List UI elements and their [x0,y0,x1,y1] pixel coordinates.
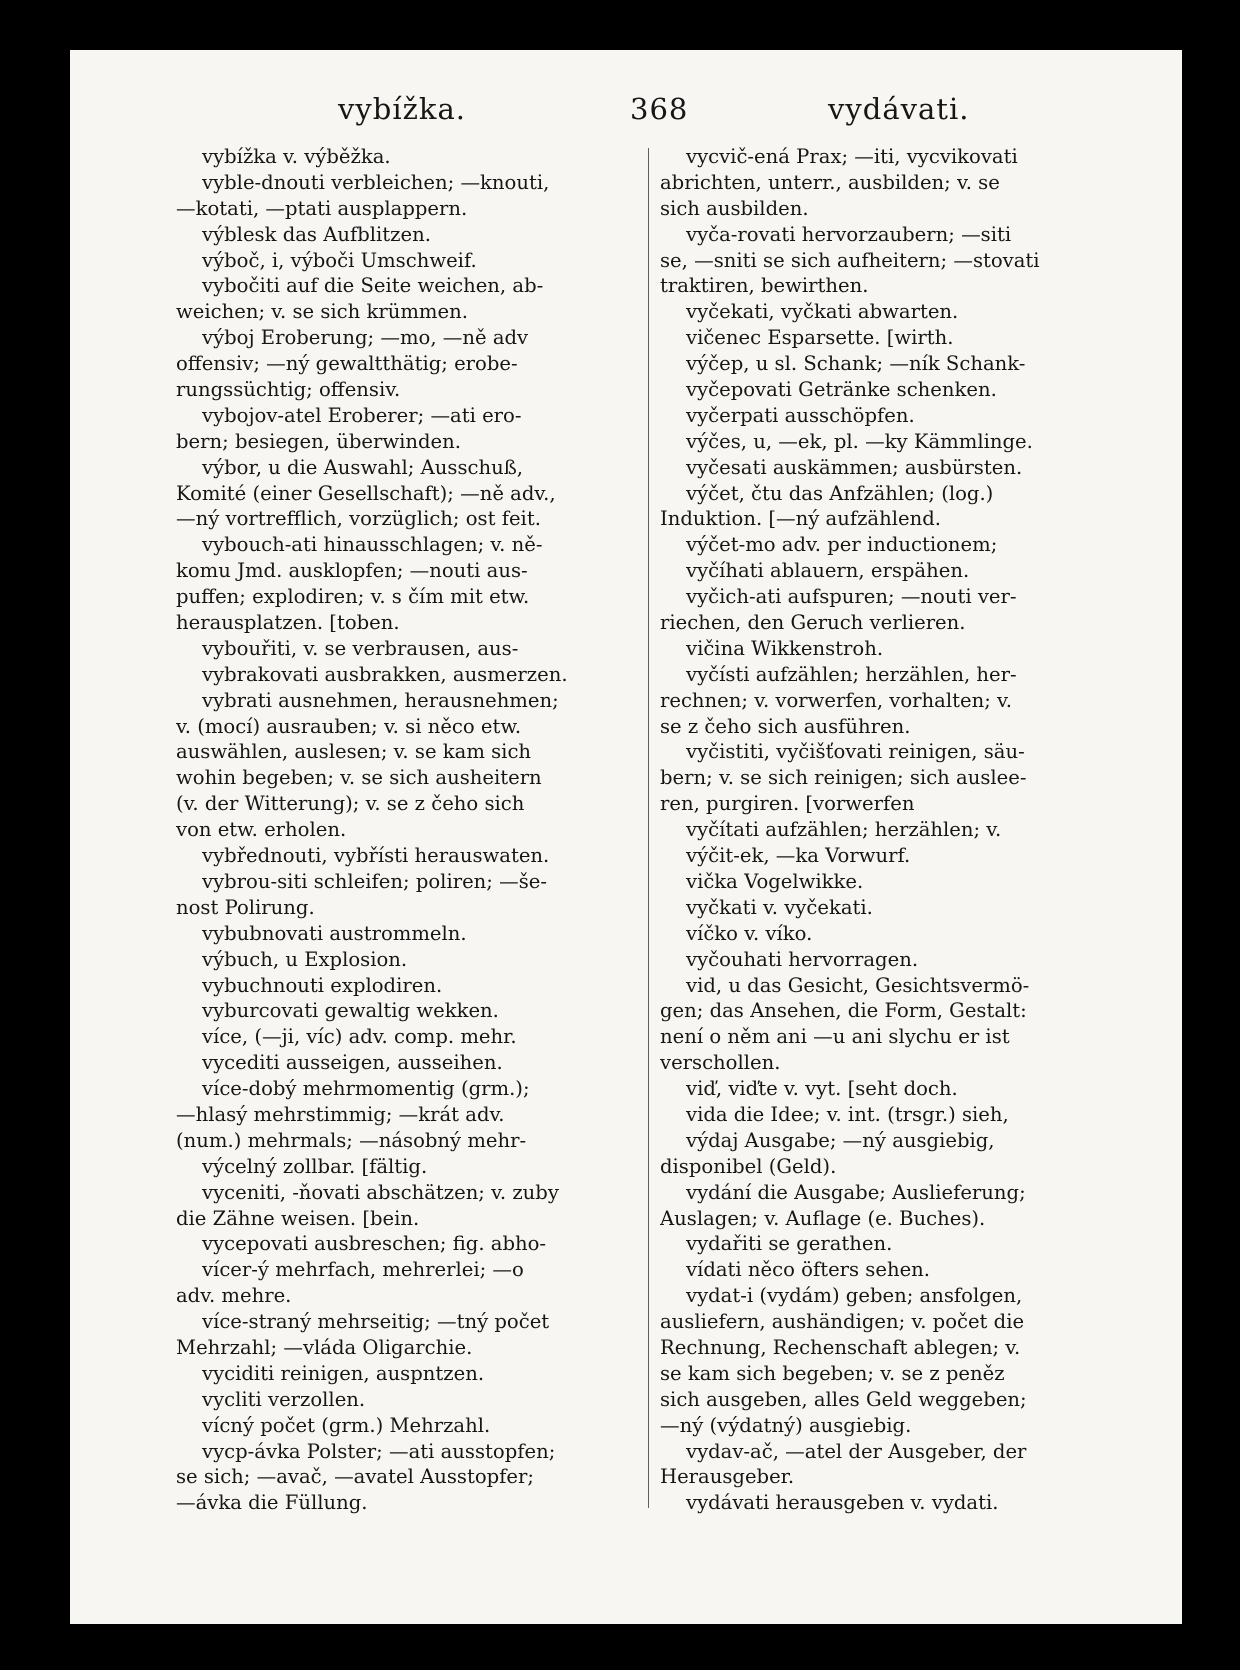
dictionary-line: vyburcovati gewaltig wekken. [202,999,499,1023]
dictionary-line: se, —sniti se sich aufheitern; —stovati [660,248,1040,272]
dictionary-line: výdaj Ausgabe; —ný ausgiebig, [686,1128,995,1152]
dictionary-line: herausplatzen. [toben. [176,611,400,635]
dictionary-line: vybrati ausnehmen, herausnehmen; [202,688,559,712]
dictionary-line: vycliti verzollen. [202,1387,366,1411]
dictionary-line: výčit-ek, —ka Vorwurf. [686,844,911,868]
dictionary-line: vydav-ač, —atel der Ausgeber, der [686,1439,1027,1463]
dictionary-line: není o něm ani —u ani slychu er ist [660,1025,1010,1049]
dictionary-line: vycepovati ausbreschen; fig. abho- [202,1232,547,1256]
dictionary-line: offensiv; —ný gewaltthätig; erobe- [176,352,518,376]
dictionary-line: vídati něco öfters sehen. [686,1258,931,1282]
dictionary-line: vyciditi reinigen, auspntzen. [202,1361,485,1385]
dictionary-line: vycvič-ená Prax; —iti, vycvikovati [686,145,1018,168]
dictionary-line: vybřednouti, vybřísti herauswaten. [202,844,550,868]
dictionary-line: nost Polirung. [176,895,315,919]
dictionary-line: vybubnovati austrommeln. [202,921,467,945]
dictionary-line: rungssüchtig; offensiv. [176,378,401,402]
dictionary-line: gen; das Ansehen, die Form, Gestalt: [660,999,1027,1023]
dictionary-line: vičina Wikkenstroh. [686,636,884,660]
dictionary-line: Mehrzahl; —vláda Oligarchie. [176,1335,473,1359]
dictionary-line: sich ausgeben, alles Geld weggeben; [660,1387,1027,1411]
dictionary-line: Auslagen; v. Auflage (e. Buches). [660,1206,986,1230]
dictionary-line: výbor, u die Auswahl; Ausschuß, [202,455,524,479]
dictionary-line: vycp-ávka Polster; —ati ausstopfen; [202,1439,556,1463]
dictionary-line: vícer-ý mehrfach, mehrerlei; —o [202,1258,524,1282]
dictionary-line: rechnen; v. vorwerfen, vorhalten; v. [660,688,1012,712]
dictionary-line: traktiren, bewirthen. [660,274,869,298]
dictionary-line: vyčítati aufzählen; herzählen; v. [686,818,1002,842]
dictionary-line: více, (—ji, víc) adv. comp. mehr. [202,1025,517,1049]
dictionary-line: —ný (výdatný) ausgiebig. [660,1413,912,1437]
dictionary-line: von etw. erholen. [176,818,347,842]
dictionary-line: vyča-rovati hervorzaubern; —siti [686,222,1012,246]
dictionary-line: die Zähne weisen. [bein. [176,1206,420,1230]
dictionary-line: —ávka die Füllung. [176,1491,368,1515]
dictionary-line: se sich; —avač, —avatel Ausstopfer; [176,1465,534,1489]
dictionary-line: (v. der Witterung); v. se z čeho sich [176,792,525,816]
dictionary-line: vydání die Ausgabe; Auslieferung; [686,1180,1026,1204]
dictionary-line: viď, viďte v. vyt. [seht doch. [686,1077,958,1101]
dictionary-line: vyčkati v. vyčekati. [686,895,873,919]
dictionary-line: abrichten, unterr., ausbilden; v. se [660,170,1000,194]
dictionary-line: Herausgeber. [660,1465,795,1489]
dictionary-line: vyčistiti, vyčišťovati reinigen, säu- [686,740,1025,764]
dictionary-line: vícný počet (grm.) Mehrzahl. [202,1413,491,1437]
dictionary-line: bern; v. se sich reinigen; sich auslee- [660,766,1027,790]
dictionary-line: —ný vortrefflich, vorzüglich; ost feit. [176,507,541,531]
dictionary-page [70,50,1182,1624]
dictionary-line: vičenec Esparsette. [wirth. [686,326,954,350]
dictionary-line: výboj Eroberung; —mo, —ně adv [202,326,529,350]
dictionary-line: —hlasý mehrstimmig; —krát adv. [176,1102,505,1126]
dictionary-line: (num.) mehrmals; —násobný mehr- [176,1128,527,1152]
dictionary-line: vydávati herausgeben v. vydati. [686,1491,999,1515]
dictionary-line: ausliefern, aushändigen; v. počet die [660,1310,1025,1334]
dictionary-line: výčep, u sl. Schank; —ník Schank- [686,352,1026,376]
left-column [176,144,644,1516]
dictionary-line: vybížka v. výběžka. [202,145,391,168]
dictionary-line: weichen; v. se sich krümmen. [176,300,468,324]
dictionary-line: vyble-dnouti verbleichen; —knouti, [202,170,550,194]
dictionary-line: sich ausbilden. [660,196,809,220]
dictionary-line: výbuch, u Explosion. [202,947,408,971]
dictionary-line: vybuchnouti explodiren. [202,973,443,997]
dictionary-line: vyčekati, vyčkati abwarten. [686,300,959,324]
dictionary-line: vybrou-siti schleifen; poliren; —še- [202,869,547,893]
dictionary-line: vybouřiti, v. se verbrausen, aus- [202,636,519,660]
right-column [660,144,1132,1516]
dictionary-line: výčet-mo adv. per inductionem; [686,533,998,557]
dictionary-line: bern; besiegen, überwinden. [176,429,461,453]
page-header [70,92,1182,140]
dictionary-line: vybojov-atel Eroberer; —ati ero- [202,403,522,427]
dictionary-line: Induktion. [—ný aufzählend. [660,507,941,531]
dictionary-line: se kam sich begeben; v. se z peněz [660,1361,1005,1385]
dictionary-line: se z čeho sich ausführen. [660,714,911,738]
dictionary-line: víčko v. víko. [686,921,813,945]
dictionary-line: puffen; explodiren; v. s čím mit etw. [176,585,530,609]
dictionary-line: verschollen. [660,1051,781,1075]
header-left-guideword: vybížka. [338,92,466,126]
column-divider [648,148,649,1508]
dictionary-line: vid, u das Gesicht, Gesichtsvermö- [686,973,1030,997]
dictionary-line: vyceniti, -ňovati abschätzen; v. zuby [202,1180,559,1204]
dictionary-line: vyčísti aufzählen; herzählen, her- [686,662,1017,686]
dictionary-line: vycediti ausseigen, ausseihen. [202,1051,503,1075]
dictionary-line: vydařiti se gerathen. [686,1232,893,1256]
dictionary-line: vyčíhati ablauern, erspähen. [686,559,970,583]
dictionary-line: vyčepovati Getränke schenken. [686,378,997,402]
dictionary-line: výčes, u, —ek, pl. —ky Kämmlinge. [686,429,1033,453]
dictionary-line: komu Jmd. ausklopfen; —nouti aus- [176,559,528,583]
dictionary-line: adv. mehre. [176,1284,292,1308]
dictionary-line: vyčich-ati aufspuren; —nouti ver- [686,585,1017,609]
dictionary-line: více-dobý mehrmomentig (grm.); [202,1077,530,1101]
dictionary-line: vybočiti auf die Seite weichen, ab- [202,274,544,298]
dictionary-line: ren, purgiren. [vorwerfen [660,792,915,816]
dictionary-line: vyčerpati ausschöpfen. [686,403,915,427]
dictionary-line: výblesk das Aufblitzen. [202,222,431,246]
dictionary-line: vybrakovati ausbrakken, ausmerzen. [202,662,568,686]
dictionary-line: vydat-i (vydám) geben; ansfolgen, [686,1284,1023,1308]
dictionary-line: více-straný mehrseitig; —tný počet [202,1310,550,1334]
dictionary-line: vida die Idee; v. int. (trsgr.) sieh, [686,1102,1009,1126]
dictionary-line: vyčesati auskämmen; ausbürsten. [686,455,1023,479]
dictionary-line: výcelný zollbar. [fältig. [202,1154,428,1178]
page-number: 368 [630,92,689,126]
dictionary-line: Rechnung, Rechenschaft ablegen; v. [660,1335,1021,1359]
dictionary-line: výboč, i, výboči Umschweif. [202,248,477,272]
dictionary-line: auswählen, auslesen; v. se kam sich [176,740,532,764]
dictionary-line: riechen, den Geruch verlieren. [660,611,966,635]
dictionary-line: disponibel (Geld). [660,1154,837,1178]
dictionary-line: wohin begeben; v. se sich ausheitern [176,766,542,790]
dictionary-line: výčet, čtu das Anfzählen; (log.) [686,481,994,505]
dictionary-line: vička Vogelwikke. [686,869,864,893]
header-right-guideword: vydávati. [828,92,970,126]
dictionary-line: vybouch-ati hinausschlagen; v. ně- [202,533,543,557]
dictionary-line: v. (mocí) ausrauben; v. si něco etw. [176,714,522,738]
dictionary-line: vyčouhati hervorragen. [686,947,919,971]
dictionary-line: Komité (einer Gesellschaft); —ně adv., [176,481,556,505]
dictionary-line: —kotati, —ptati ausplappern. [176,196,468,220]
